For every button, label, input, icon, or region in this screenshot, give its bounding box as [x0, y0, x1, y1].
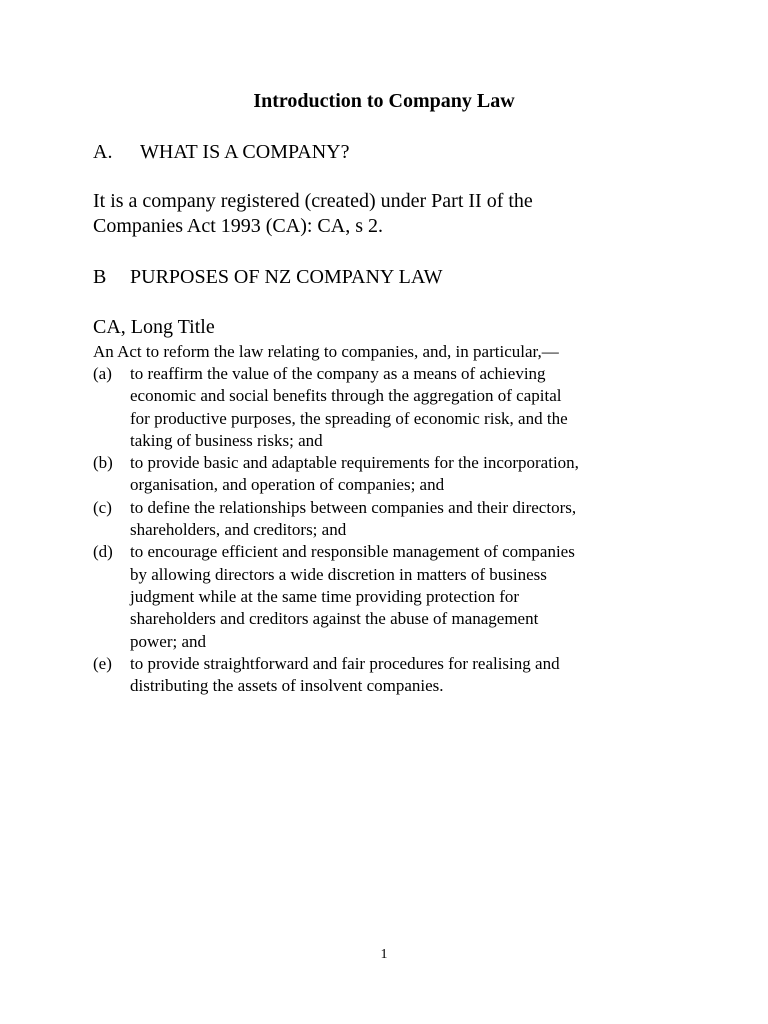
- list-item-line: economic and social benefits through the aggregation of capital: [130, 386, 562, 406]
- list-item-line: by allowing directors a wide discretion in matters of business: [130, 564, 547, 584]
- list-item-line: taking of business risks; and: [130, 430, 323, 450]
- list-item-marker: (d): [93, 542, 113, 562]
- document-title: Introduction to Company Law: [253, 90, 515, 112]
- section-b-heading-text: PURPOSES OF NZ COMPANY LAW: [130, 266, 443, 288]
- section-a-heading-text: WHAT IS A COMPANY?: [140, 141, 350, 163]
- section-a-paragraph: [93, 189, 653, 239]
- list-item-line: to encourage efficient and responsible management of companies: [130, 542, 575, 562]
- list-item-marker: (a): [93, 364, 112, 383]
- list-item-line: judgment while at the same time providing protection for: [130, 586, 520, 606]
- list-item-line: to reaffirm the value of the company as a means of achieving: [130, 364, 546, 383]
- list-item: [93, 452, 693, 497]
- list-item-line: to provide basic and adaptable requirements for the incorporation,: [130, 453, 579, 473]
- section-a-paragraph-line: It is a company registered (created) under Part II of the: [93, 190, 533, 212]
- list-item: [93, 363, 693, 452]
- list-item-line: shareholders and creditors against the abuse of management: [130, 609, 539, 629]
- page-number: 1: [380, 947, 388, 962]
- list-item-line: to provide straightforward and fair procedures for realising and: [130, 653, 560, 673]
- list-item: [93, 541, 693, 652]
- list-item-marker: (c): [93, 497, 112, 517]
- list-item: [93, 497, 693, 542]
- long-title-intro: An Act to reform the law relating to companies, and, in particular,—: [93, 342, 559, 361]
- list-item-line: distributing the assets of insolvent companies.: [130, 676, 444, 696]
- list-item-line: power; and: [130, 631, 207, 651]
- list-item-line: to define the relationships between companies and their directors,: [130, 497, 577, 517]
- section-a-heading: [93, 139, 349, 165]
- section-a-letter: A.: [93, 141, 113, 163]
- list-item-line: organisation, and operation of companies; and: [130, 475, 445, 495]
- purposes-list: [93, 363, 693, 697]
- list-item-marker: (e): [93, 653, 112, 673]
- section-b-subheading: CA, Long Title: [93, 316, 215, 338]
- list-item: [93, 653, 693, 698]
- list-item-line: for productive purposes, the spreading of economic risk, and the: [130, 408, 568, 428]
- list-item-marker: (b): [93, 453, 113, 473]
- section-b-heading: [93, 264, 443, 290]
- section-b-letter: B: [93, 266, 107, 288]
- list-item-line: shareholders, and creditors; and: [130, 520, 347, 540]
- section-a-paragraph-line: Companies Act 1993 (CA): CA, s 2.: [93, 215, 383, 237]
